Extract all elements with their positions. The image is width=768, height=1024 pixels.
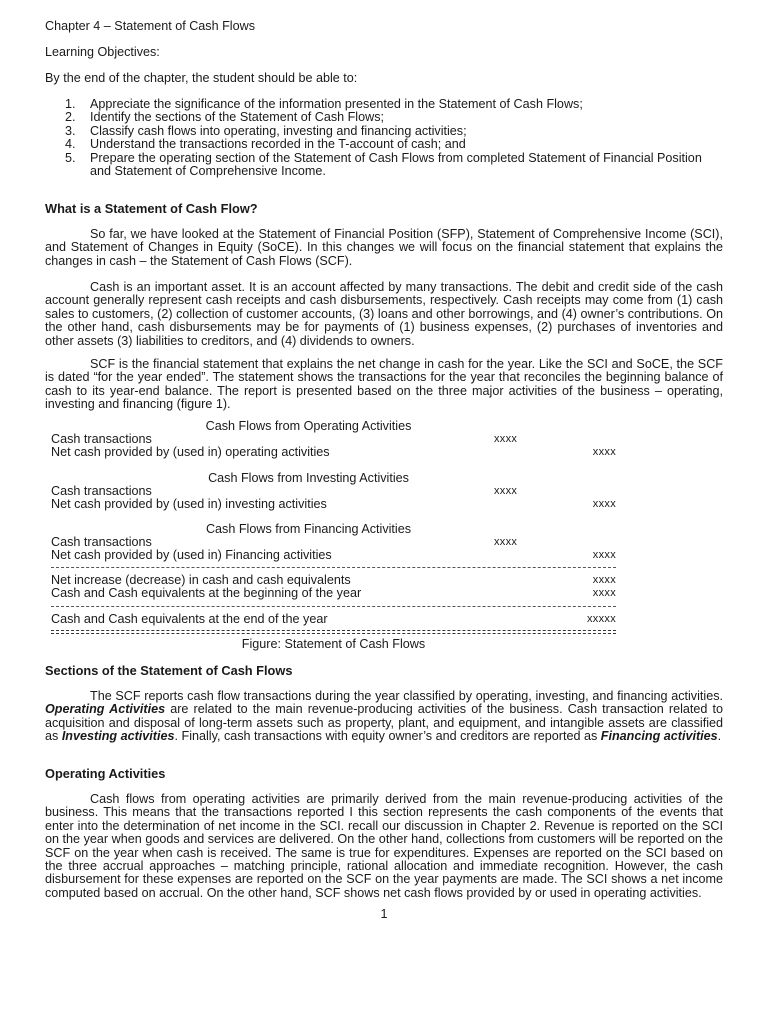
row-value: xxxx — [494, 536, 518, 548]
row-label: Cash and Cash equivalents at the end of the year — [51, 612, 328, 626]
section-heading-what-is-scf: What is a Statement of Cash Flow? — [45, 201, 258, 216]
objective-text: Classify cash flows into operating, investing and financing activities; — [90, 123, 467, 138]
term-financing-activities: Financing activities — [600, 729, 718, 744]
objective-item — [45, 125, 723, 138]
learning-objectives-label: Learning Objectives: — [45, 45, 160, 59]
row-value: xxxx — [494, 485, 518, 497]
ending-balance-row — [51, 613, 616, 626]
intro-line: By the end of the chapter, the student should be able to: — [45, 71, 358, 85]
paragraph-cash-asset: Cash is an important asset. It is an account affected by many transactions. The debit and credit side of the cash account generally represent cash receipts and cash disbursements, respectively. Cash receipts may come from (1) cash sales to customers, (2) collection of customer accounts, (3) loans and other borrowings, and (4) owner’s contributions. On the other hand, cash disbursements may be for payments of (1) business expenses, (2) purchases of inventories and other assets (3) liabilities to creditors, and (4) dividends to owners. — [45, 280, 723, 348]
objective-item — [45, 111, 723, 124]
financing-section-title: Cash Flows from Financing Activities — [205, 522, 412, 536]
row-label: Cash transactions — [51, 432, 152, 446]
row-label: Net cash provided by (used in) Financing activities — [51, 548, 332, 562]
double-divider — [51, 630, 616, 634]
paragraph-operating-activities: Cash flows from operating activities are primarily derived from the main revenue-producing activities of the business. This means that the transactions reported I this section represents the cash components of the events that enter into the determination of net income in the SCI. recall our discussion in Chapter 2. Revenue is reported on the SCI on the year when goods and services are delivered. On the other hand, collections from customers will be reported on the SCF on the year when cash is received. The same is true for expenditures. Expenses are reported on the SCI based on the three accrual approaches – matching principle, rational allocation and immediate recognition. However, the cash disbursement for these expenses are reported on the SCF on the year payments are made. The SCI shows a net income computed based on accrual. On the other hand, SCF shows net cash flows provided by or used in operating activities. — [45, 792, 723, 900]
objective-text: Appreciate the significance of the information presented in the Statement of Cash Flows; — [90, 97, 583, 111]
page-number: 1 — [380, 907, 388, 921]
investing-section-title: Cash Flows from Investing Activities — [208, 471, 409, 485]
row-label: Cash and Cash equivalents at the beginning of the year — [51, 586, 362, 600]
row-label: Net cash provided by (used in) operating activities — [51, 445, 330, 459]
section-heading-operating-activities: Operating Activities — [45, 766, 166, 781]
chapter-title: Chapter 4 – Statement of Cash Flows — [45, 19, 255, 33]
objective-item — [45, 138, 723, 151]
objective-text: Prepare the operating section of the Statement of Cash Flows from completed Statement of Financial Position and Statement of Comprehensive Income. — [90, 150, 702, 179]
row-total: xxxx — [592, 446, 616, 458]
dashed-divider — [51, 567, 616, 568]
objective-item — [45, 98, 723, 111]
objective-text: Identify the sections of the Statement of Cash Flows; — [90, 110, 385, 125]
row-value: xxxx — [494, 433, 518, 445]
operating-section-title: Cash Flows from Operating Activities — [205, 419, 412, 433]
row-total: xxxx — [592, 574, 616, 586]
row-label: Cash transactions — [51, 535, 152, 549]
figure-caption: Figure: Statement of Cash Flows — [241, 637, 426, 651]
row-label: Net cash provided by (used in) investing activities — [51, 497, 327, 511]
term-investing-activities: Investing activities — [61, 729, 175, 744]
row-total: xxxx — [592, 549, 616, 561]
objective-number: 3. — [65, 123, 76, 138]
term-operating-activities: Operating Activities — [45, 702, 166, 717]
objective-number: 2. — [65, 110, 76, 125]
row-total: xxxx — [592, 587, 616, 599]
row-label: Net increase (decrease) in cash and cash equivalents — [51, 573, 351, 587]
objective-number: 4. — [65, 137, 76, 152]
paragraph-sections: The SCF reports cash flow transactions during the year classified by operating, investing, and financing activities. Operating Activities are related to the main revenue-producing activities of the business. Cash transaction related to acquisition and disposal of long-term assets such as property, plant, and equipment, and intangible assets are classified as Investing activities. Finally, cash transactions with equity owner’s and creditors are reported as Financing activities. — [45, 689, 723, 744]
row-total: xxxx — [592, 498, 616, 510]
objective-number: 5. — [65, 150, 76, 165]
row-total: xxxxx — [587, 613, 616, 625]
financing-net-cash-row — [51, 549, 616, 562]
objectives-list — [45, 98, 723, 178]
section-heading-sections: Sections of the Statement of Cash Flows — [45, 663, 293, 678]
row-label: Cash transactions — [51, 484, 152, 498]
investing-net-cash-row — [51, 498, 616, 511]
dashed-divider — [51, 606, 616, 607]
operating-net-cash-row — [51, 446, 616, 459]
objective-number: 1. — [65, 97, 76, 111]
objective-text: Understand the transactions recorded in the T-account of cash; and — [90, 137, 466, 152]
paragraph-scf-definition: SCF is the financial statement that explains the net change in cash for the year. Like the SCI and SoCE, the SCF is dated “for the year ended”. The statement shows the transactions for the year that reconciles the beginning balance of cash to its year-end balance. The report is presented based on the three major activities of the business – operating, investing and financing (figure 1). — [45, 357, 723, 412]
objective-item — [45, 152, 723, 179]
beginning-balance-row — [51, 587, 616, 600]
paragraph-intro: So far, we have looked at the Statement of Financial Position (SFP), Statement of Comprehensive Income (SCI), and Statement of Changes in Equity (SoCE). In this changes we will focus on the financial statement that explains the changes in cash – the Statement of Cash Flows (SCF). — [45, 227, 723, 268]
